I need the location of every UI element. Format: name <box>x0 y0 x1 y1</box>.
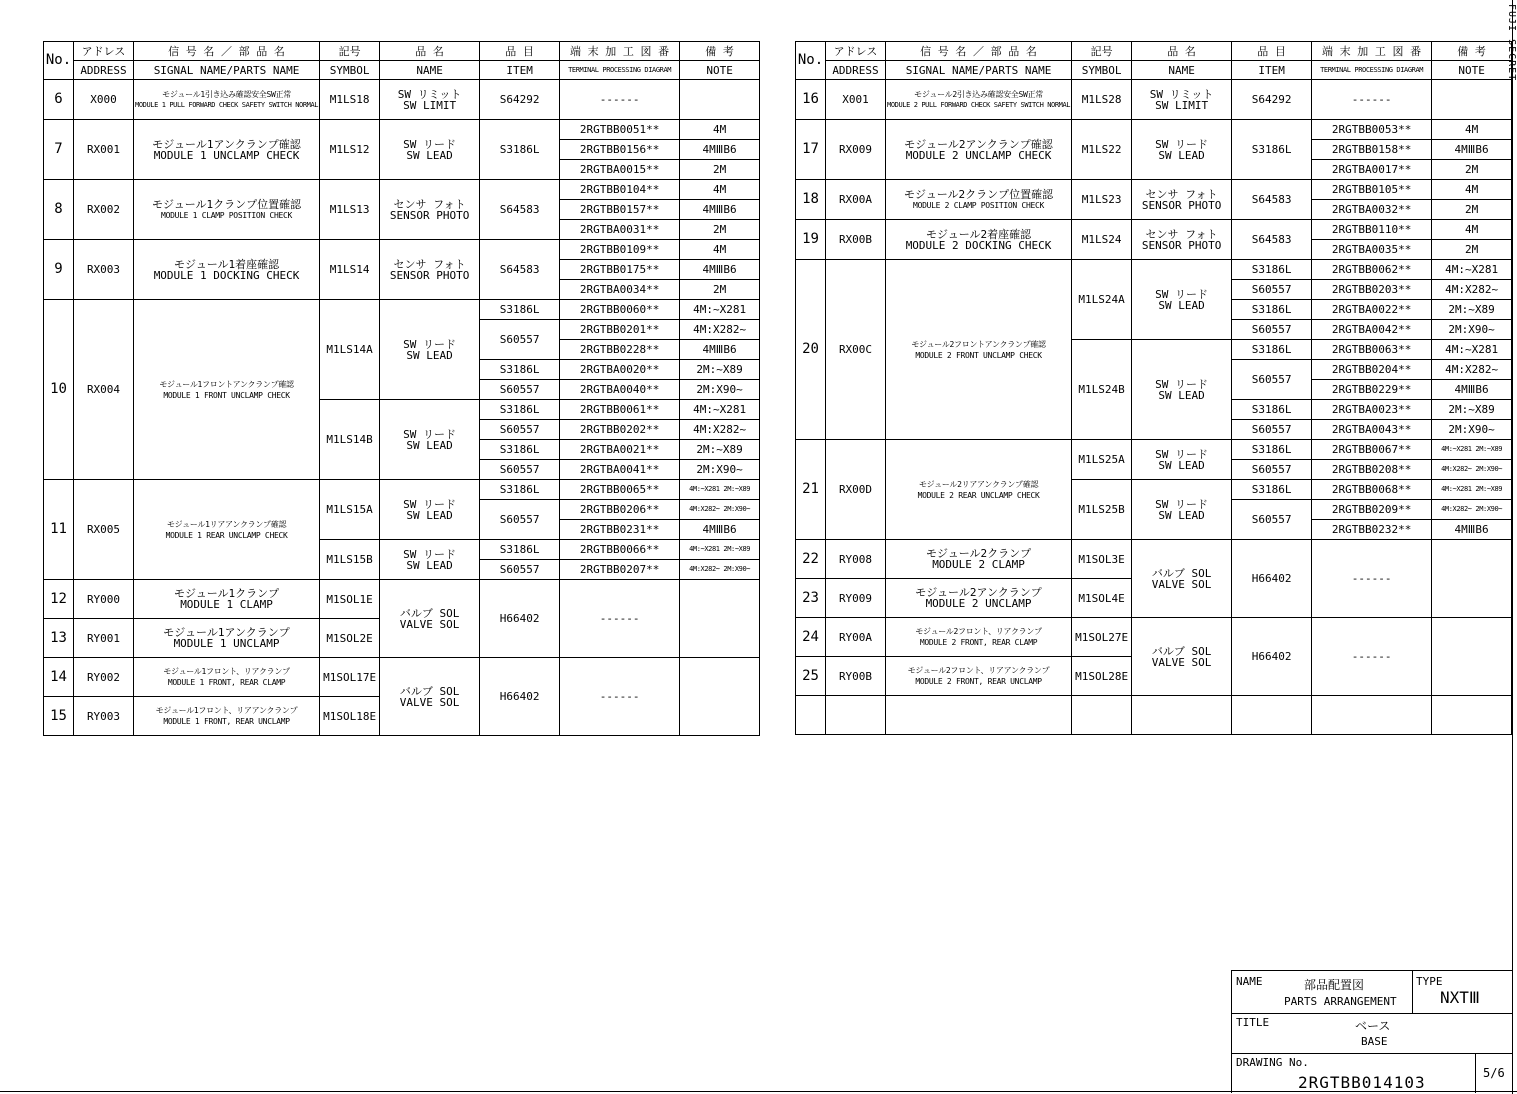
row-item: S3186L <box>1232 340 1312 360</box>
row-signal: モジュール1フロント、リアアンクランプ MODULE 1 FRONT, REAR UNCLAMP <box>134 697 320 736</box>
row-address: RY002 <box>74 658 134 697</box>
row-item: S64292 <box>480 80 560 120</box>
row-symbol: M1SOL18E <box>320 697 380 736</box>
header-signal-en: SIGNAL NAME/PARTS NAME <box>886 61 1072 80</box>
row-signal: モジュール2クランプ MODULE 2 CLAMP <box>886 540 1072 579</box>
row-item: S60557 <box>480 320 560 360</box>
row-terminal: 2RGTBB0051** <box>560 120 680 140</box>
row-symbol: M1LS25A <box>1072 440 1132 480</box>
row-part-name: センサ フォト SENSOR PHOTO <box>1132 220 1232 260</box>
row-note: 4M:X282~ <box>1432 280 1512 300</box>
row-note: 2M <box>1432 160 1512 180</box>
row-item: H66402 <box>1232 618 1312 696</box>
row-note: 4M:X282~ <box>680 420 760 440</box>
row-item: S3186L <box>1232 440 1312 460</box>
row-note: 4MⅢB6 <box>680 340 760 360</box>
row-note: 4M:~X281 <box>1432 260 1512 280</box>
row-note: 4M:~X281 <box>1432 340 1512 360</box>
row-terminal: 2RGTBA0034** <box>560 280 680 300</box>
row-note: 4MⅢB6 <box>1432 520 1512 540</box>
row-address: RX00D <box>826 440 886 540</box>
row-item: S3186L <box>480 120 560 180</box>
row-address: RY00B <box>826 657 886 696</box>
type-label: TYPE <box>1416 975 1443 988</box>
row-signal: モジュール2フロント、リアクランプ MODULE 2 FRONT, REAR CLAMP <box>886 618 1072 657</box>
header-address-jp: アドレス <box>826 42 886 61</box>
row-note <box>680 658 760 736</box>
row-item: S60557 <box>1232 420 1312 440</box>
row-note: 2M:~X89 <box>680 440 760 460</box>
row-no: 21 <box>796 440 826 540</box>
row-terminal: 2RGTBA0042** <box>1312 320 1432 340</box>
row-no: 13 <box>44 619 74 658</box>
header-symbol-jp: 記号 <box>320 42 380 61</box>
row-note: 2M <box>1432 240 1512 260</box>
row-symbol: M1LS23 <box>1072 180 1132 220</box>
row-note: 4MⅢB6 <box>680 140 760 160</box>
row-item: S60557 <box>480 560 560 580</box>
row-address: X001 <box>826 80 886 120</box>
row-address: X000 <box>74 80 134 120</box>
header-term-en: TERMINAL PROCESSING DIAGRAM <box>560 61 680 80</box>
row-terminal: ------ <box>1312 540 1432 618</box>
row-address: RY00A <box>826 618 886 657</box>
row-terminal: 2RGTBA0040** <box>560 380 680 400</box>
row-note: 2M <box>680 160 760 180</box>
row-address: RX00B <box>826 220 886 260</box>
row-part-name: SW リード SW LEAD <box>380 120 480 180</box>
row-terminal: 2RGTBB0229** <box>1312 380 1432 400</box>
row-note: 2M:X90~ <box>680 460 760 480</box>
row-address: RX003 <box>74 240 134 300</box>
row-item: H66402 <box>480 580 560 658</box>
row-item: S60557 <box>480 500 560 540</box>
type-value: NXTⅢ <box>1440 988 1480 1007</box>
header-symbol-en: SYMBOL <box>320 61 380 80</box>
row-symbol: M1LS24 <box>1072 220 1132 260</box>
row-signal: モジュール1フロントアンクランプ確認 MODULE 1 FRONT UNCLAMP CHECK <box>134 300 320 480</box>
row-signal: モジュール2クランプ位置確認 MODULE 2 CLAMP POSITION CHECK <box>886 180 1072 220</box>
row-item: S3186L <box>480 360 560 380</box>
row-symbol: M1SOL1E <box>320 580 380 619</box>
row-no: 10 <box>44 300 74 480</box>
row-terminal: 2RGTBB0157** <box>560 200 680 220</box>
row-signal: モジュール1アンクランプ確認 MODULE 1 UNCLAMP CHECK <box>134 120 320 180</box>
row-address: RY001 <box>74 619 134 658</box>
row-part-name: バルブ SOL VALVE SOL <box>380 580 480 658</box>
row-symbol: M1LS18 <box>320 80 380 120</box>
row-note: 4MⅢB6 <box>680 260 760 280</box>
row-symbol: M1LS14A <box>320 300 380 400</box>
row-terminal: 2RGTBB0062** <box>1312 260 1432 280</box>
row-address: RX005 <box>74 480 134 580</box>
row-part-name: SW リード SW LEAD <box>380 400 480 480</box>
row-part-name: SW リード SW LEAD <box>380 300 480 400</box>
header-term-jp: 端 末 加 工 図 番 <box>1312 42 1432 61</box>
row-terminal: ------ <box>1312 618 1432 696</box>
row-note: 4M:~X281 <box>680 300 760 320</box>
row-signal: モジュール1リアアンクランプ確認 MODULE 1 REAR UNCLAMP CHECK <box>134 480 320 580</box>
row-no: 7 <box>44 120 74 180</box>
row-address: RX004 <box>74 300 134 480</box>
row-terminal: ------ <box>1312 80 1432 120</box>
row-no: 11 <box>44 480 74 580</box>
row-item: S64583 <box>1232 220 1312 260</box>
row-address: RX00A <box>826 180 886 220</box>
row-note: 4M:X282~ <box>680 320 760 340</box>
header-name-jp: 品 名 <box>380 42 480 61</box>
row-symbol: M1SOL28E <box>1072 657 1132 696</box>
row-terminal: 2RGTBB0060** <box>560 300 680 320</box>
row-part-name: SW リード SW LEAD <box>1132 120 1232 180</box>
row-signal: モジュール1着座確認 MODULE 1 DOCKING CHECK <box>134 240 320 300</box>
row-terminal: 2RGTBA0041** <box>560 460 680 480</box>
row-item: S3186L <box>1232 300 1312 320</box>
row-no: 18 <box>796 180 826 220</box>
header-note-jp: 備 考 <box>1432 42 1512 61</box>
row-symbol: M1LS12 <box>320 120 380 180</box>
row-terminal: ------ <box>560 80 680 120</box>
row-terminal: 2RGTBB0063** <box>1312 340 1432 360</box>
row-item: S60557 <box>1232 360 1312 400</box>
row-note <box>680 80 760 120</box>
header-term-en: TERMINAL PROCESSING DIAGRAM <box>1312 61 1432 80</box>
header-item-jp: 品 目 <box>1232 42 1312 61</box>
row-terminal: 2RGTBB0109** <box>560 240 680 260</box>
row-note: 4M:~X281 2M:~X89 <box>680 480 760 500</box>
row-no: 14 <box>44 658 74 697</box>
row-symbol: M1LS25B <box>1072 480 1132 540</box>
row-item: S60557 <box>1232 320 1312 340</box>
header-name-jp: 品 名 <box>1132 42 1232 61</box>
row-address: RX00C <box>826 260 886 440</box>
header-signal-jp: 信 号 名 ／ 部 品 名 <box>134 42 320 61</box>
row-terminal: 2RGTBB0206** <box>560 500 680 520</box>
header-address-jp: アドレス <box>74 42 134 61</box>
header-name-en: NAME <box>1132 61 1232 80</box>
row-symbol: M1LS24B <box>1072 340 1132 440</box>
row-symbol: M1LS15A <box>320 480 380 540</box>
row-terminal: 2RGTBB0231** <box>560 520 680 540</box>
row-note: 2M:~X89 <box>680 360 760 380</box>
row-symbol: M1LS14B <box>320 400 380 480</box>
row-no: 16 <box>796 80 826 120</box>
row-item: S64583 <box>480 180 560 240</box>
row-symbol: M1SOL4E <box>1072 579 1132 618</box>
row-terminal: 2RGTBB0209** <box>1312 500 1432 520</box>
row-terminal: 2RGTBA0015** <box>560 160 680 180</box>
row-signal: モジュール1アンクランプ MODULE 1 UNCLAMP <box>134 619 320 658</box>
row-terminal: 2RGTBB0067** <box>1312 440 1432 460</box>
row-signal: モジュール1クランプ位置確認 MODULE 1 CLAMP POSITION CHECK <box>134 180 320 240</box>
row-part-name: センサ フォト SENSOR PHOTO <box>1132 180 1232 220</box>
row-part-name: SW リード SW LEAD <box>380 480 480 540</box>
row-note <box>1432 618 1512 696</box>
row-note: 4M:X282~ 2M:X90~ <box>1432 460 1512 480</box>
row-signal: モジュール2フロントアンクランプ確認 MODULE 2 FRONT UNCLAMP CHECK <box>886 260 1072 440</box>
row-part-name: センサ フォト SENSOR PHOTO <box>380 240 480 300</box>
row-note <box>1432 80 1512 120</box>
row-no: 22 <box>796 540 826 579</box>
row-item: S64292 <box>1232 80 1312 120</box>
row-terminal: 2RGTBB0061** <box>560 400 680 420</box>
row-terminal: 2RGTBB0232** <box>1312 520 1432 540</box>
row-no: 23 <box>796 579 826 618</box>
row-terminal: ------ <box>560 580 680 658</box>
row-terminal: 2RGTBB0156** <box>560 140 680 160</box>
row-signal: モジュール2フロント、リアアンクランプ MODULE 2 FRONT, REAR UNCLAMP <box>886 657 1072 696</box>
row-item: S64583 <box>480 240 560 300</box>
row-note: 4M <box>1432 180 1512 200</box>
row-part-name: SW リミット SW LIMIT <box>1132 80 1232 120</box>
row-note: 2M:X90~ <box>1432 320 1512 340</box>
title-block <box>1231 970 1513 1093</box>
row-no: 25 <box>796 657 826 696</box>
row-signal: モジュール2アンクランプ確認 MODULE 2 UNCLAMP CHECK <box>886 120 1072 180</box>
row-address: RY003 <box>74 697 134 736</box>
row-note: 4M:X282~ 2M:X90~ <box>680 500 760 520</box>
row-item: S3186L <box>480 440 560 460</box>
row-part-name: バルブ SOL VALVE SOL <box>380 658 480 736</box>
row-terminal: 2RGTBA0022** <box>1312 300 1432 320</box>
header-no: No. <box>44 42 74 80</box>
row-note: 2M <box>680 280 760 300</box>
header-note-en: NOTE <box>680 61 760 80</box>
row-item: S3186L <box>1232 120 1312 180</box>
row-item: S60557 <box>480 420 560 440</box>
row-note: 4M:X282~ 2M:X90~ <box>1432 500 1512 520</box>
row-item: S60557 <box>1232 280 1312 300</box>
row-symbol: M1SOL17E <box>320 658 380 697</box>
row-terminal: 2RGTBA0020** <box>560 360 680 380</box>
header-item-en: ITEM <box>1232 61 1312 80</box>
row-item: S60557 <box>480 380 560 400</box>
row-item: S64583 <box>1232 180 1312 220</box>
row-terminal: 2RGTBB0065** <box>560 480 680 500</box>
row-note: 4M:~X281 2M:~X89 <box>1432 440 1512 460</box>
row-no: 12 <box>44 580 74 619</box>
row-terminal: 2RGTBB0110** <box>1312 220 1432 240</box>
frame-right-border <box>1512 0 1513 1094</box>
row-terminal: 2RGTBB0175** <box>560 260 680 280</box>
row-symbol: M1LS28 <box>1072 80 1132 120</box>
row-symbol: M1SOL27E <box>1072 618 1132 657</box>
row-item: S3186L <box>480 400 560 420</box>
row-terminal: 2RGTBA0021** <box>560 440 680 460</box>
header-item-en: ITEM <box>480 61 560 80</box>
row-terminal: ------ <box>560 658 680 736</box>
row-no: 8 <box>44 180 74 240</box>
drawing-number: 2RGTBB014103 <box>1298 1073 1426 1092</box>
header-name-en: NAME <box>380 61 480 80</box>
row-note: 4M:~X281 2M:~X89 <box>680 540 760 560</box>
row-note: 4MⅢB6 <box>1432 380 1512 400</box>
row-terminal: 2RGTBB0158** <box>1312 140 1432 160</box>
title-en: BASE <box>1361 1035 1388 1048</box>
row-signal: モジュール2リアアンクランプ確認 MODULE 2 REAR UNCLAMP CHECK <box>886 440 1072 540</box>
row-signal: モジュール1引き込み確認安全SW正常 MODULE 1 PULL FORWARD CHECK SAFETY SWITCH NORMAL <box>134 80 320 120</box>
header-symbol-jp: 記号 <box>1072 42 1132 61</box>
row-terminal: 2RGTBB0104** <box>560 180 680 200</box>
row-no: 20 <box>796 260 826 440</box>
row-note: 2M <box>1432 200 1512 220</box>
row-no: 6 <box>44 80 74 120</box>
row-terminal: 2RGTBB0053** <box>1312 120 1432 140</box>
title-jp: ベース <box>1355 1019 1391 1033</box>
row-part-name: バルブ SOL VALVE SOL <box>1132 618 1232 696</box>
row-item: S60557 <box>480 460 560 480</box>
row-symbol: M1LS15B <box>320 540 380 580</box>
name-jp: 部品配置図 <box>1304 978 1365 992</box>
row-part-name: SW リード SW LEAD <box>1132 440 1232 480</box>
row-item: S3186L <box>1232 400 1312 420</box>
row-symbol: M1LS24A <box>1072 260 1132 340</box>
row-symbol: M1LS14 <box>320 240 380 300</box>
row-part-name: SW リード SW LEAD <box>1132 260 1232 340</box>
row-item: H66402 <box>1232 540 1312 618</box>
row-address: RX001 <box>74 120 134 180</box>
header-item-jp: 品 目 <box>480 42 560 61</box>
name-label: NAME <box>1236 975 1263 988</box>
row-note: 4M <box>680 120 760 140</box>
row-terminal: 2RGTBB0066** <box>560 540 680 560</box>
row-terminal: 2RGTBB0228** <box>560 340 680 360</box>
row-signal: モジュール1クランプ MODULE 1 CLAMP <box>134 580 320 619</box>
row-terminal: 2RGTBB0201** <box>560 320 680 340</box>
row-item: S3186L <box>1232 480 1312 500</box>
row-address: RX009 <box>826 120 886 180</box>
header-signal-jp: 信 号 名 ／ 部 品 名 <box>886 42 1072 61</box>
row-terminal: 2RGTBB0207** <box>560 560 680 580</box>
header-signal-en: SIGNAL NAME/PARTS NAME <box>134 61 320 80</box>
row-terminal: 2RGTBB0202** <box>560 420 680 440</box>
row-symbol: M1LS22 <box>1072 120 1132 180</box>
row-terminal: 2RGTBB0068** <box>1312 480 1432 500</box>
row-item: S3186L <box>480 540 560 560</box>
row-terminal: 2RGTBB0204** <box>1312 360 1432 380</box>
row-note: 4M:X282~ 2M:X90~ <box>680 560 760 580</box>
row-terminal: 2RGTBB0208** <box>1312 460 1432 480</box>
row-no: 19 <box>796 220 826 260</box>
row-note: 4MⅢB6 <box>680 200 760 220</box>
row-symbol: M1SOL3E <box>1072 540 1132 579</box>
row-note: 2M:~X89 <box>1432 400 1512 420</box>
row-no: 15 <box>44 697 74 736</box>
row-note: 4M:X282~ <box>1432 360 1512 380</box>
header-note-en: NOTE <box>1432 61 1512 80</box>
row-note: 4M:~X281 2M:~X89 <box>1432 480 1512 500</box>
header-address-en: ADDRESS <box>826 61 886 80</box>
row-note: 4M <box>1432 220 1512 240</box>
row-part-name: センサ フォト SENSOR PHOTO <box>380 180 480 240</box>
row-signal: モジュール1フロント、リアクランプ MODULE 1 FRONT, REAR CLAMP <box>134 658 320 697</box>
row-address: RY000 <box>74 580 134 619</box>
row-address: RX002 <box>74 180 134 240</box>
title-label: TITLE <box>1236 1016 1270 1029</box>
row-note: 4MⅢB6 <box>680 520 760 540</box>
row-no: 9 <box>44 240 74 300</box>
row-note <box>680 580 760 658</box>
row-note: 2M:~X89 <box>1432 300 1512 320</box>
row-part-name: SW リード SW LEAD <box>380 540 480 580</box>
drawing-label: DRAWING No. <box>1236 1056 1309 1069</box>
row-terminal: 2RGTBA0043** <box>1312 420 1432 440</box>
row-address: RY009 <box>826 579 886 618</box>
row-signal: モジュール2着座確認 MODULE 2 DOCKING CHECK <box>886 220 1072 260</box>
left-parts-table <box>43 41 760 736</box>
row-note: 4MⅢB6 <box>1432 140 1512 160</box>
row-note: 4M <box>1432 120 1512 140</box>
row-part-name: SW リミット SW LIMIT <box>380 80 480 120</box>
header-no: No. <box>796 42 826 80</box>
row-part-name: SW リード SW LEAD <box>1132 480 1232 540</box>
header-term-jp: 端 末 加 工 図 番 <box>560 42 680 61</box>
row-item: S3186L <box>480 480 560 500</box>
header-symbol-en: SYMBOL <box>1072 61 1132 80</box>
row-signal: モジュール2アンクランプ MODULE 2 UNCLAMP <box>886 579 1072 618</box>
row-part-name: バルブ SOL VALVE SOL <box>1132 540 1232 618</box>
right-parts-table <box>795 41 1512 735</box>
row-note: 4M <box>680 180 760 200</box>
row-item: S60557 <box>1232 460 1312 480</box>
row-no: 24 <box>796 618 826 657</box>
row-terminal: 2RGTBB0105** <box>1312 180 1432 200</box>
row-terminal: 2RGTBA0023** <box>1312 400 1432 420</box>
row-note: 2M <box>680 220 760 240</box>
row-item: S3186L <box>480 300 560 320</box>
row-note: 2M:X90~ <box>680 380 760 400</box>
row-signal: モジュール2引き込み確認安全SW正常 MODULE 2 PULL FORWARD CHECK SAFETY SWITCH NORMAL <box>886 80 1072 120</box>
empty-row <box>796 696 1512 735</box>
row-item: H66402 <box>480 658 560 736</box>
row-note: 4M <box>680 240 760 260</box>
row-note <box>1432 540 1512 618</box>
header-note-jp: 備 考 <box>680 42 760 61</box>
header-address-en: ADDRESS <box>74 61 134 80</box>
row-symbol: M1LS13 <box>320 180 380 240</box>
row-terminal: 2RGTBA0031** <box>560 220 680 240</box>
row-terminal: 2RGTBA0032** <box>1312 200 1432 220</box>
row-no: 17 <box>796 120 826 180</box>
row-note: 2M:X90~ <box>1432 420 1512 440</box>
row-address: RY008 <box>826 540 886 579</box>
row-terminal: 2RGTBA0035** <box>1312 240 1432 260</box>
confidential-label: FUJI SECRET <box>1506 4 1517 82</box>
name-en: PARTS ARRANGEMENT <box>1284 995 1397 1008</box>
row-part-name: SW リード SW LEAD <box>1132 340 1232 440</box>
row-symbol: M1SOL2E <box>320 619 380 658</box>
row-note: 4M:~X281 <box>680 400 760 420</box>
row-terminal: 2RGTBA0017** <box>1312 160 1432 180</box>
row-terminal: 2RGTBB0203** <box>1312 280 1432 300</box>
sheet-number: 5/6 <box>1483 1066 1505 1080</box>
row-item: S60557 <box>1232 500 1312 540</box>
row-item: S3186L <box>1232 260 1312 280</box>
